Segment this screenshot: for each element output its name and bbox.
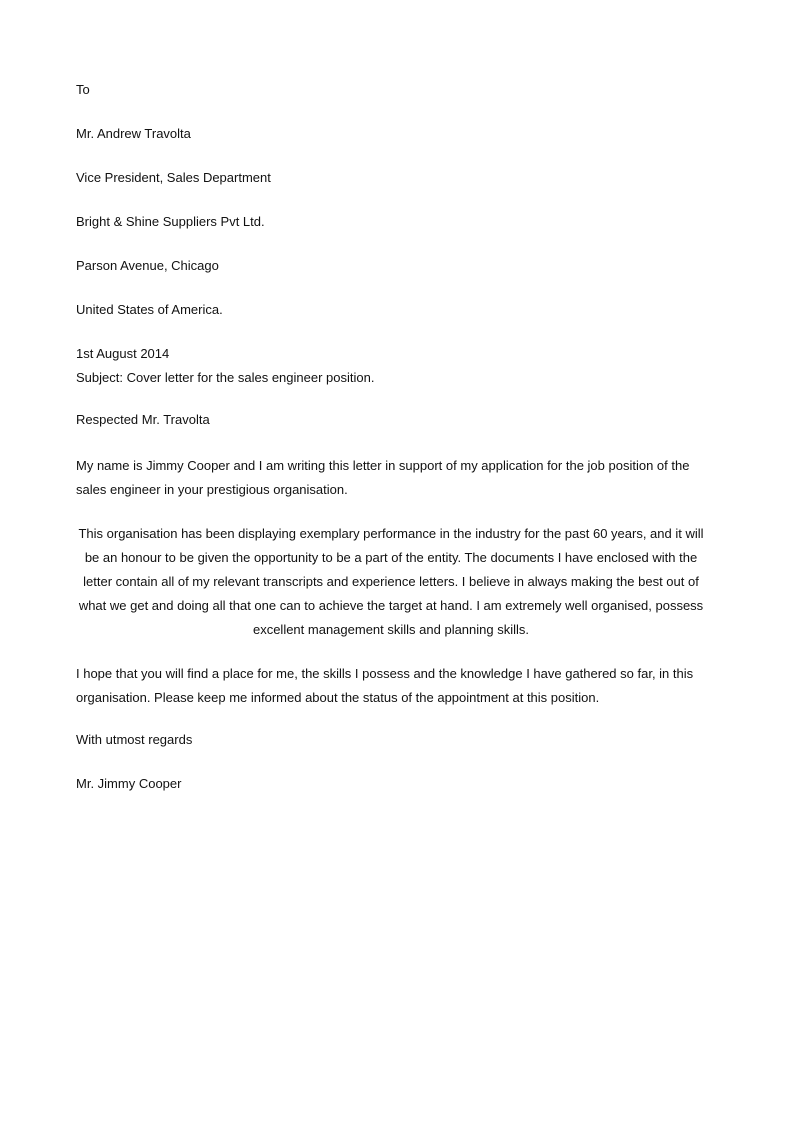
salutation-block [76,410,706,430]
letter-subject: Subject: Cover letter for the sales engineer position. [76,370,375,385]
paragraph-line: be an honour to be given the opportunity to be a part of the entity. The documents I have enclosed with the [84,550,698,565]
paragraph-line: My name is Jimmy Cooper and I am writing this letter in support of my application for the job position of the [76,458,690,473]
salutation: Respected Mr. Travolta [76,412,210,427]
to-label: To [76,82,90,97]
recipient-title-block [76,168,706,188]
recipient-company-block [76,212,706,232]
paragraph-line: excellent management skills and planning skills. [252,622,530,637]
paragraph-line: sales engineer in your prestigious organisation. [76,482,348,497]
recipient-title: Vice President, Sales Department [76,170,271,185]
recipient-country: United States of America. [76,302,223,317]
paragraph-line: organisation. Please keep me informed about the status of the appointment at this position. [76,690,600,705]
paragraph-organisation [76,522,706,642]
paragraph-intro [76,454,706,502]
recipient-name-block [76,124,706,144]
to-block [76,80,706,100]
closing-block [76,730,706,750]
cover-letter [76,80,706,818]
paragraph-hope [76,662,706,710]
paragraph-line: letter contain all of my relevant transcripts and experience letters. I believe in always making the best out of [83,574,699,589]
paragraph-line: This organisation has been displaying exemplary performance in the industry for the past 60 years, and it will [78,526,704,541]
signature-block [76,774,706,794]
letter-date: 1st August 2014 [76,346,170,361]
paragraph-line: what we get and doing all that one can to achieve the target at hand. I am extremely well organised, possess [78,598,704,613]
recipient-company: Bright & Shine Suppliers Pvt Ltd. [76,214,265,229]
recipient-name: Mr. Andrew Travolta [76,126,191,141]
signature: Mr. Jimmy Cooper [76,776,182,791]
recipient-country-block [76,300,706,320]
recipient-street: Parson Avenue, Chicago [76,258,219,273]
closing: With utmost regards [76,732,193,747]
recipient-street-block [76,256,706,276]
paragraph-line: I hope that you will find a place for me, the skills I possess and the knowledge I have gathered so far, in this [76,666,694,681]
date-subject-block [76,342,706,390]
